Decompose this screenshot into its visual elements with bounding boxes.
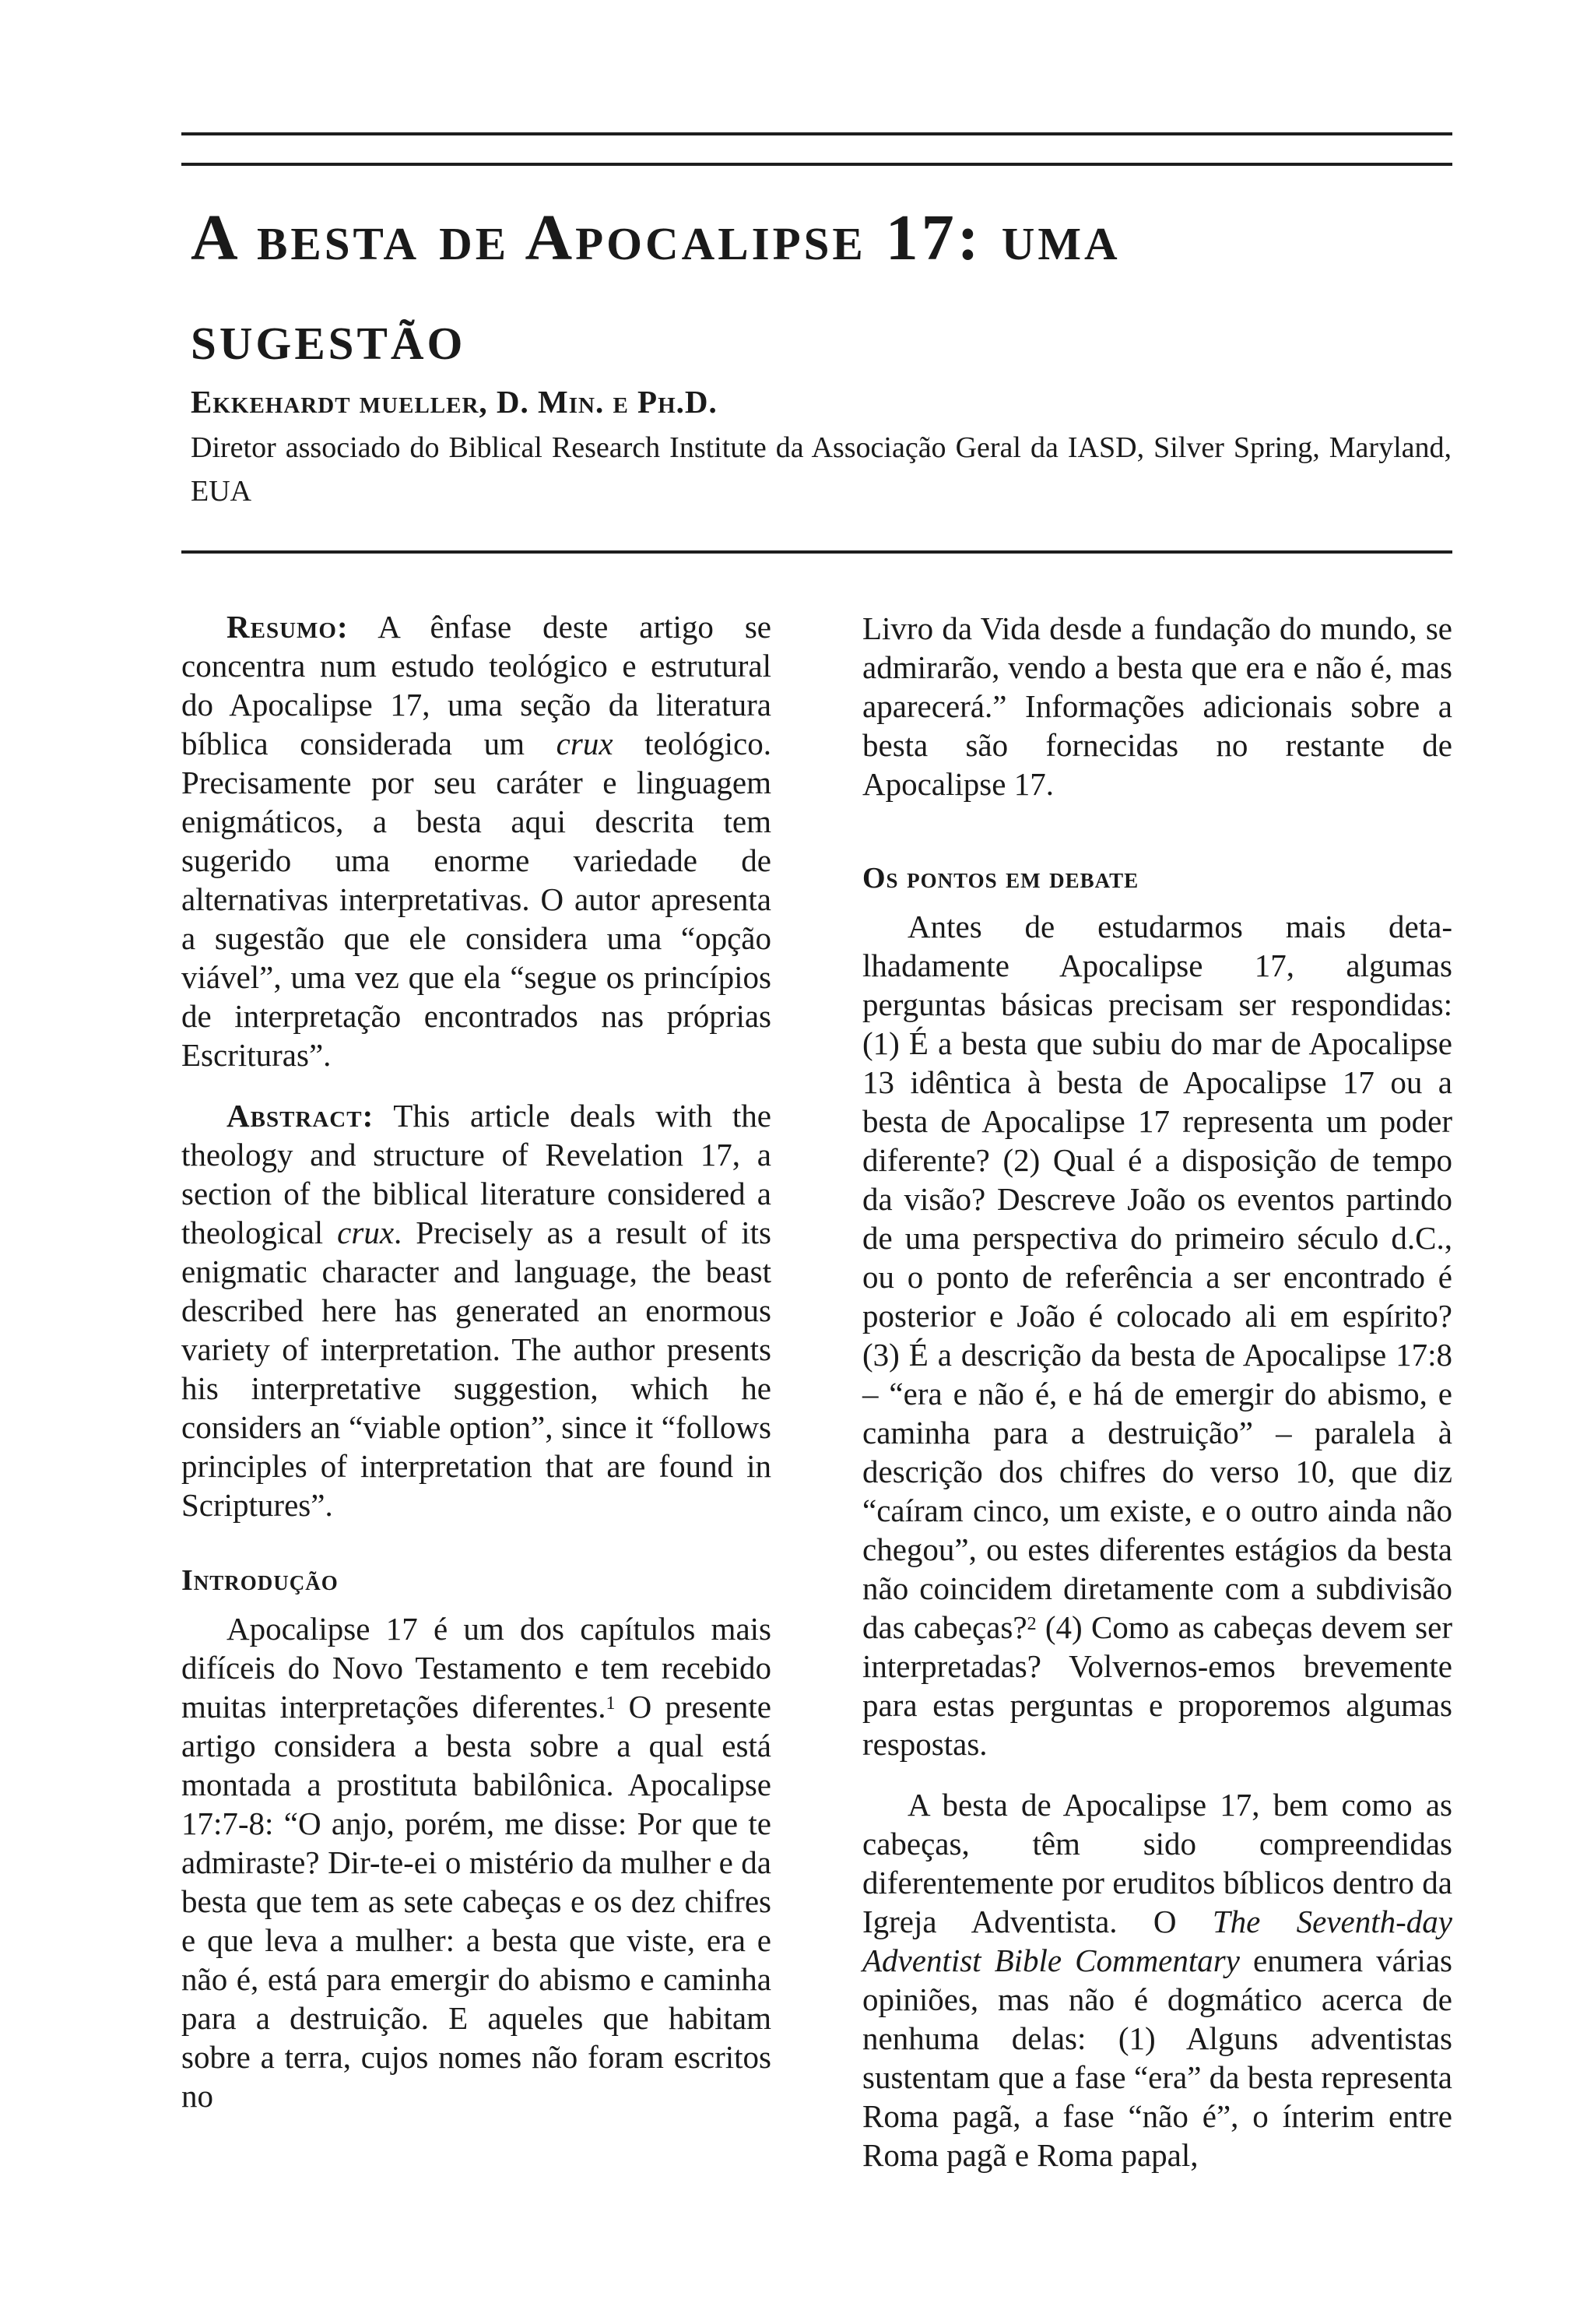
top-rule-inner — [181, 163, 1452, 166]
resumo-text-a: A ênfase deste artigo se concentra num estudo teológico e estrutural do Apocalipse 17, uma seção da literatura bíblica considerada um — [181, 609, 771, 761]
section-heading-introducao: Introdução — [181, 1564, 339, 1597]
debate-p2-text-b: enumera várias opiniões, mas não é dogmático acerca de nenhuma delas: (1) Alguns adventistas sustentam que a fase “era” da besta representa Roma pagã, a fase “não é”, o ínterim entre Roma pagã e Roma papal, — [862, 1943, 1452, 2173]
commentary-title: The Seventh-day Adventist Bible Commentary — [862, 1904, 1452, 1978]
article-title-line-1: A besta de Apocalipse 17: uma — [191, 202, 1121, 274]
debate-paragraph-2 — [862, 1785, 1452, 2175]
debate-paragraph-1 — [862, 907, 1452, 1763]
introducao-text-a: Apocalipse 17 é um dos capítulos mais difíceis do Novo Testamento e tem recebido muitas interpretações diferentes. — [181, 1611, 771, 1725]
abstract-label: Abstract: — [226, 1098, 374, 1134]
footnote-ref-2[interactable]: 2 — [1027, 1614, 1037, 1634]
abstract-italic: crux — [337, 1215, 395, 1250]
debate-p1-text-a: Antes de estudarmos mais deta-lhadamente Apocalipse 17, algumas perguntas básicas precisam ser respondidas: (1) É a besta que subiu do mar de Apocalipse 13 idêntica à besta de Apocalipse 17 ou a besta de Apocalipse 17 representa um poder diferente? (2) Qual é a disposição de tempo da visão? Descreve João os eventos partindo de uma perspectiva do primeiro século d.C., ou o ponto de referência a ser encontrado é posterior e João é colocado ali em espírito? (3) É a descrição da besta de Apocalipse 17:8 – “era e não é, e há de emergir do abismo, e caminha para a destruição” – paralela à descrição dos chifres do verso 10, que diz “caíram cinco, um existe, e o outro ainda não chegou”, ou estes diferentes estágios da besta não coincidem diretamente com a subdivisão das cabeças? — [862, 909, 1452, 1645]
top-rule — [181, 132, 1452, 135]
resumo-italic: crux — [556, 726, 613, 761]
introducao-paragraph — [181, 1609, 771, 2115]
article-title — [191, 181, 1436, 396]
introducao-continuation: Livro da Vida desde a fundação do mundo, se admirarão, vendo a besta que era e não é, mas aparecerá.” Informações adicionais sobre a besta são fornecidas no restante de Apocalipse 17. — [862, 610, 1452, 802]
debate-p1-text-b: (4) Como as cabeças devem ser interpretadas? Volvernos-emos brevemente para estas perguntas e proporemos algumas respostas. — [862, 1609, 1452, 1762]
article-title-line-2: sugestão — [191, 301, 466, 374]
author-name: Ekkehardt mueller, D. Min. e Ph.D. — [191, 384, 718, 420]
header-bottom-rule — [181, 550, 1452, 554]
resumo-label: Resumo: — [226, 609, 349, 645]
right-column — [862, 609, 1452, 2175]
footnote-ref-1[interactable]: 1 — [606, 1693, 616, 1714]
resumo-paragraph — [181, 607, 771, 1074]
introducao-text-b: O presente artigo considera a besta sobre a qual está montada a prostituta babilônica. Apocalipse 17:7-8: “O anjo, porém, me disse: Por que te admiraste? Dir-te-ei o mistério da mulher e da besta que tem as sete cabeças e os dez chifres e que leva a mulher: a besta que viste, era e não é, está para emergir do abismo e caminha para a destruição. E aqueles que habitam sobre a terra, cujos nomes não foram escritos no — [181, 1689, 771, 2114]
resumo-text-b: teológico. Precisamente por seu caráter e linguagem enigmáticos, a besta aqui descrita tem sugerido uma enorme variedade de alternativas interpretativas. O autor apresenta a sugestão que ele considera uma “opção viável”, uma vez que ela “segue os princípios de interpretação encontrados nas próprias Escrituras”. — [181, 726, 771, 1073]
abstract-paragraph — [181, 1096, 771, 1524]
left-column — [181, 607, 771, 2115]
section-heading-debate: Os pontos em debate — [862, 862, 1139, 895]
author-affiliation: Diretor associado do Biblical Research Institute da Associação Geral da IASD, Silver Spring, Maryland, EUA — [191, 431, 1452, 508]
abstract-text-b: . Precisely as a result of its enigmatic character and language, the beast described here has generated an enormous variety of interpretation. The author presents his interpretative suggestion, which he considers an “viable option”, since it “follows principles of interpretation that are found in Scriptures”. — [181, 1215, 771, 1523]
debate-p2-text-a: A besta de Apocalipse 17, bem como as cabeças, têm sido compreendidas diferentemente por eruditos bíblicos dentro da Igreja Adventista. O — [862, 1787, 1452, 1939]
abstract-text-a: This article deals with the theology and structure of Revelation 17, a section of the biblical literature considered a theological — [181, 1098, 771, 1250]
